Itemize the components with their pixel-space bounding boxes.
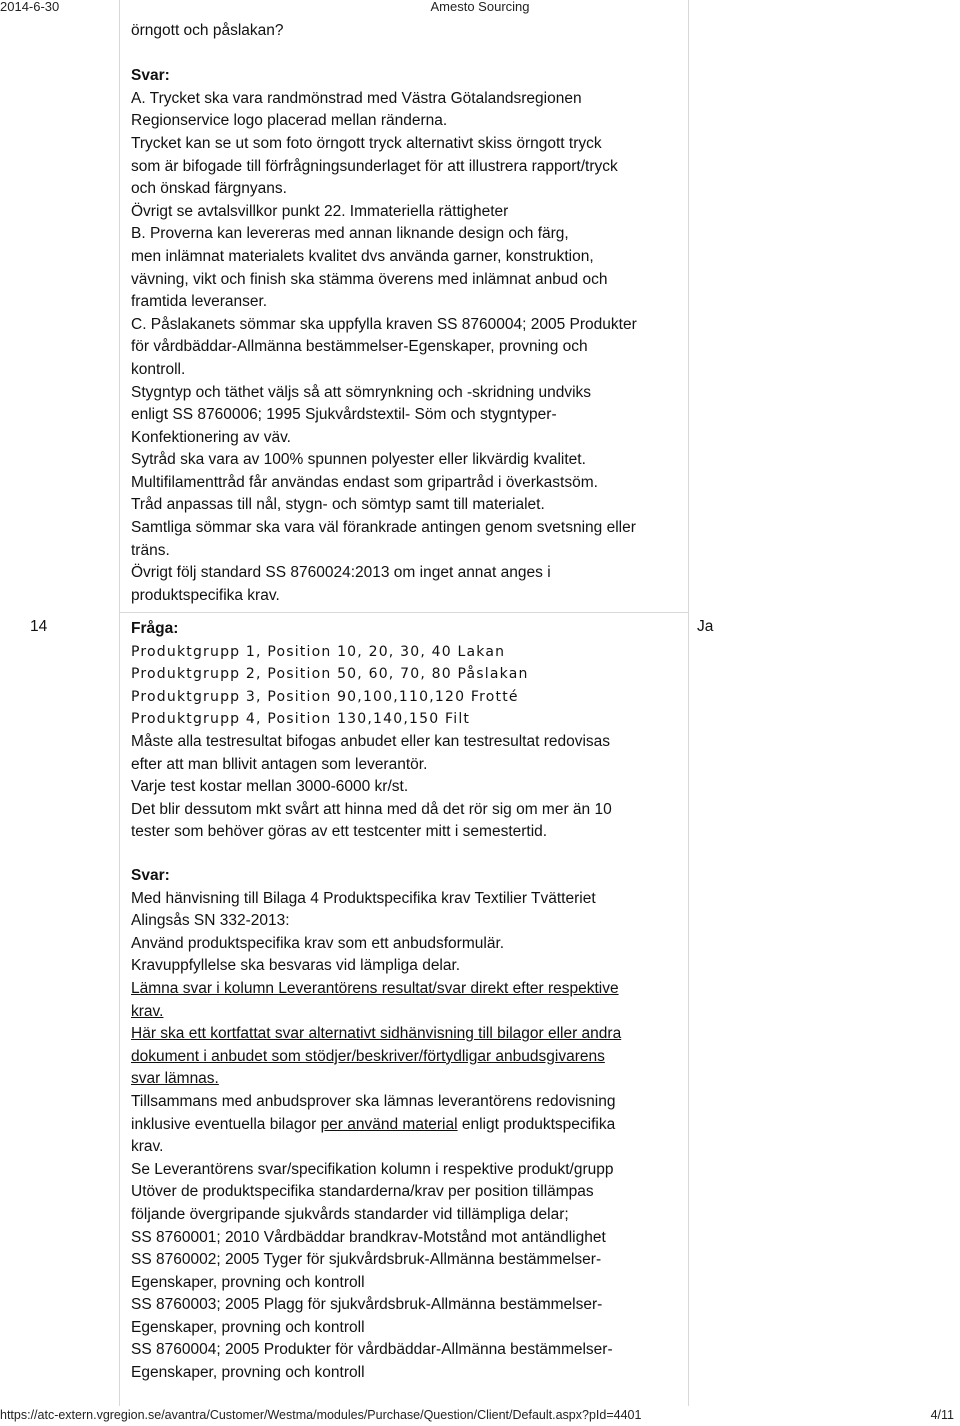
text-line: Regionservice logo placerad mellan ränderna. <box>131 112 448 130</box>
text-line: Egenskaper, provning och kontroll <box>131 1318 365 1336</box>
text-line: Sytråd ska vara av 100% spunnen polyester eller likvärdig kvalitet. <box>131 451 586 469</box>
text-line: Utöver de produktspecifika standarderna/krav per position tillämpas <box>131 1183 594 1201</box>
underlined-line: Lämna svar i kolumn Leverantörens resultat/svar direkt efter respektive <box>131 979 619 997</box>
text-line: träns. <box>131 541 170 559</box>
text-line: tester som behöver göras av ett testcenter mitt i semestertid. <box>131 823 548 841</box>
text-line: Samtliga sömmar ska vara väl förankrade antingen genom svetsning eller <box>131 519 636 537</box>
text-line: Använd produktspecifika krav som ett anbudsformulär. <box>131 934 505 952</box>
text-line: Tillsammans med anbudsprover ska lämnas leverantörens redovisning <box>131 1092 616 1110</box>
row-divider <box>119 612 688 613</box>
fraga-label: Fråga: <box>131 620 179 637</box>
text-line: Konfektionering av väv. <box>131 428 291 446</box>
text-line: för vårdbäddar-Allmänna bestämmelser-Egenskaper, provning och <box>131 338 588 356</box>
text-line: Med hänvisning till Bilaga 4 Produktspecifika krav Textilier Tvätteriet <box>131 889 596 907</box>
text-line: Övrigt se avtalsvillkor punkt 22. Immateriella rättigheter <box>131 202 509 220</box>
text-line: B. Proverna kan levereras med annan liknande design och färg, <box>131 225 569 243</box>
question-answer-value: Ja <box>697 618 714 635</box>
column-divider-left <box>119 0 120 1406</box>
underlined-line: Här ska ett kortfattat svar alternativt sidhänvisning till bilagor eller andra <box>131 1025 622 1043</box>
text-line: Tråd anpassas till nål, stygn- och sömtyp samt till materialet. <box>131 496 545 514</box>
text-line: Alingsås SN 332-2013: <box>131 912 290 930</box>
question-14-answer <box>131 865 691 1385</box>
text-line: vävning, vikt och finish ska stämma överens med inlämnat anbud och <box>131 270 608 288</box>
question-number: 14 <box>30 618 48 635</box>
page-url: https://atc-extern.vgregion.se/avantra/Customer/Westma/modules/Purchase/Question/Client/Default.aspx?pId=4401 <box>0 1408 642 1422</box>
question-14-body <box>131 618 691 844</box>
text-line: Det blir dessutom mkt svårt att hinna med då det rör sig om mer än 10 <box>131 800 612 818</box>
svar-label: Svar: <box>131 67 170 85</box>
text-line: efter att man bllivit antagen som leverantör. <box>131 755 428 773</box>
text-line: kontroll. <box>131 360 186 378</box>
text-line: Egenskaper, provning och kontroll <box>131 1273 365 1291</box>
answer-text-block <box>131 88 691 608</box>
text-line: SS 8760002; 2005 Tyger för sjukvårdsbruk-Allmänna bestämmelser- <box>131 1251 602 1269</box>
text-line: produktspecifika krav. <box>131 586 280 604</box>
text-line: Se Leverantörens svar/specifikation kolumn i respektive produkt/grupp <box>131 1160 614 1178</box>
text-line: SS 8760003; 2005 Plagg för sjukvårdsbruk-Allmänna bestämmelser- <box>131 1296 603 1314</box>
product-line: Produktgrupp 2, Position 50, 60, 70, 80 Påslakan <box>131 666 529 683</box>
text-line: enligt SS 8760006; 1995 Sjukvårdstextil- Söm och stygntyper- <box>131 406 557 424</box>
print-date: 2014-6-30 <box>0 0 60 14</box>
text-segment: inklusive eventuella bilagor <box>131 1115 321 1133</box>
previous-question-answer <box>131 20 691 607</box>
mixed-line <box>131 1114 691 1137</box>
page-number: 4/11 <box>930 1408 954 1422</box>
product-line: Produktgrupp 3, Position 90,100,110,120 Frotté <box>131 688 519 705</box>
text-line: Multifilamenttråd får användas endast som gripartråd i överkastsöm. <box>131 473 598 491</box>
product-line: Produktgrupp 1, Position 10, 20, 30, 40 Lakan <box>131 643 506 660</box>
text-line: Stygntyp och täthet väljs så att sömrynkning och -skridning undviks <box>131 383 592 401</box>
text-line: Egenskaper, provning och kontroll <box>131 1364 365 1382</box>
underlined-line: dokument i anbudet som stödjer/beskriver/förtydligar anbudsgivarens <box>131 1047 605 1065</box>
svar-label: Svar: <box>131 867 170 884</box>
text-line: krav. <box>131 1138 164 1156</box>
product-line: Produktgrupp 4, Position 130,140,150 Filt <box>131 711 471 728</box>
text-segment: enligt produktspecifika <box>457 1115 616 1133</box>
text-line: framtida leveranser. <box>131 293 268 311</box>
page-header-title: Amesto Sourcing <box>430 0 530 14</box>
text-line: Varje test kostar mellan 3000-6000 kr/st. <box>131 778 409 796</box>
text-line: A. Trycket ska vara randmönstrad med Västra Götalandsregionen <box>131 89 582 107</box>
text-line: som är bifogade till förfrågningsunderlaget för att illustrera rapport/tryck <box>131 157 618 175</box>
text-line: men inlämnat materialets kvalitet dvs använda garner, konstruktion, <box>131 247 594 265</box>
text-line: och önskad färgnyans. <box>131 180 287 198</box>
text-line: SS 8760001; 2010 Vårdbäddar brandkrav-Motstånd mot antändlighet <box>131 1228 606 1246</box>
underlined-line: svar lämnas. <box>131 1070 219 1088</box>
text-line: Trycket kan se ut som foto örngott tryck alternativt skiss örngott tryck <box>131 134 602 152</box>
text-line: Kravuppfyllelse ska besvaras vid lämpliga delar. <box>131 957 461 975</box>
text-line: Övrigt följ standard SS 8760024:2013 om inget annat anges i <box>131 564 551 582</box>
text-line: C. Påslakanets sömmar ska uppfylla kraven SS 8760004; 2005 Produkter <box>131 315 637 333</box>
underlined-line: krav. <box>131 1002 164 1020</box>
text-line: Måste alla testresultat bifogas anbudet eller kan testresultat redovisas <box>131 732 611 750</box>
question-tail: örngott och påslakan? <box>131 22 284 39</box>
text-line: SS 8760004; 2005 Produkter för vårdbäddar-Allmänna bestämmelser- <box>131 1341 613 1359</box>
text-line: följande övergripande sjukvårds standarder vid tillämpliga delar; <box>131 1205 569 1223</box>
underlined-segment: per använd material <box>320 1115 458 1133</box>
